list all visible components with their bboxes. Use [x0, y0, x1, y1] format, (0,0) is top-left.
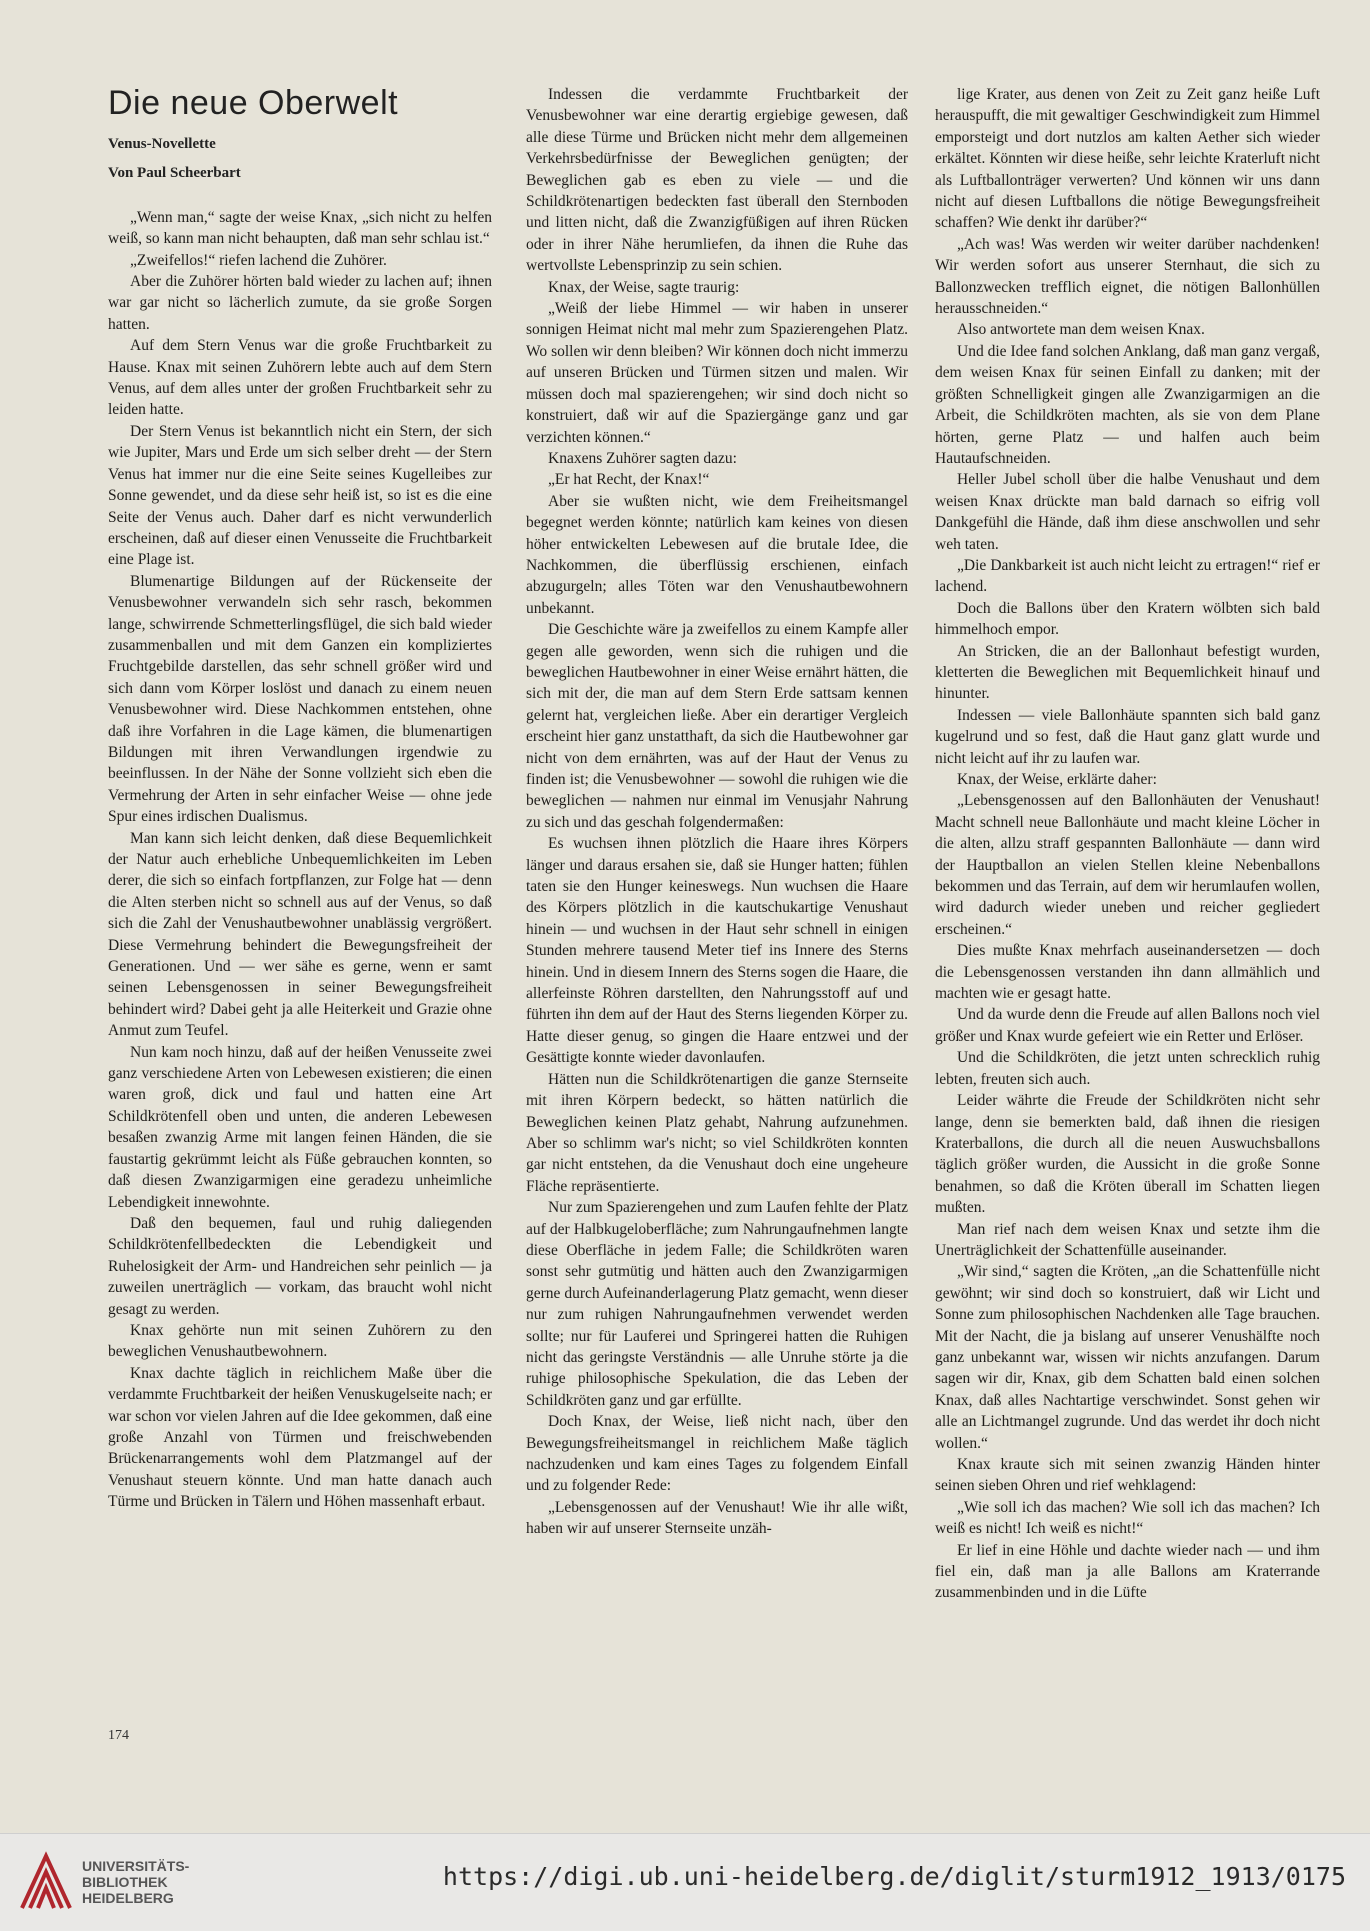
paragraph: Doch Knax, der Weise, ließ nicht nach, über den Bewegungsfreiheitsmangel in reichlichem Maße täglich nachzudenken und kam eines Tages zu folgendem Einfall und zu folgender Rede: [526, 1413, 908, 1495]
page-number: 174 [108, 1728, 129, 1743]
paragraph: Die Geschichte wäre ja zweifellos zu einem Kampfe aller gegen alle geworden, wenn sich die ruhigen und die beweglichen Hautbewohner in einer Weise ernährt hätten, die sich mit der, die man auf dem Stern Erde sattsam kennen gelernt hat, vergleichen ließe. Aber ein derartiger Vergleich erscheint hier ganz unstatthaft, da sich die Hautbewohner gar nicht von dem ernährten, was auf der Haut der Venus zu finden ist; die Venusbewohner — sowohl die ruhigen wie die beweglichen — nahmen nur einmal im Venusjahr Nahrung zu sich und das geschah folgendermaßen: [526, 621, 908, 831]
paragraph: „Zweifellos!“ riefen lachend die Zuhörer. [130, 251, 387, 269]
viewer-footer [0, 1833, 1370, 1931]
paragraph: Aber sie wußten nicht, wie dem Freiheitsmangel begegnet werden könnte; natürlich kam keines von diesen höher entwickelten Lebewesen auf die brutale Idee, die Nachkommen, die überflüssig erschienen, einfach abzugurgeln; alles Töten war den Venushautbewohnern unbekannt. [526, 492, 908, 617]
paragraph: Nur zum Spazierengehen und zum Laufen fehlte der Platz auf der Halbkugeloberfläche; zum Nahrungaufnehmen langte diese Oberfläche in jedem Falle; die Schildkröten waren sonst sehr gutmütig und hätten auch den Zwanzigarmigen gerne durch Aufeinanderlagerung Platz gemacht, wenn dieser nur zum ruhigen Nahrungaufnehmen verwendet werden sollte; nur für Lauferei und Springerei hatten die Ruhigen nicht das geringste Verständnis — alle Unruhe störte ja die ruhige philosophische Spekulation, die das Leben der Schildkröten ganz und gar erfüllte. [526, 1199, 908, 1409]
paragraph: „Wie soll ich das machen? Wie soll ich das machen? Ich weiß es nicht! Ich weiß es nicht!“ [935, 1498, 1320, 1538]
column-1 [108, 80, 492, 1513]
paragraph: Leider währte die Freude der Schildkröten nicht sehr lange, denn sie bemerkten bald, daß ihnen die riesigen Kraterballons, die durch all die neuen Auswuchsballons täglich größer wurden, die Aussicht in die große Sonne benahmen, so daß die Kröten überall im Schatten liegen mußten. [935, 1092, 1320, 1217]
article-title: Die neue Oberwelt [108, 84, 399, 122]
paragraph: Hätten nun die Schildkrötenartigen die ganze Sternseite mit ihren Körpern bedeckt, so hätten natürlich die Beweglichen keinen Platz gehabt, Nahrung aufzunehmen. Aber so schlimm war's nicht; so viel Schildkröten konnten gar nicht entstehen, da die Venushaut doch eine ungeheure Fläche repräsentierte. [526, 1070, 908, 1195]
paragraph: Knax, der Weise, sagte traurig: [548, 278, 740, 296]
library-name-line: BIBLIOTHEK [82, 1874, 168, 1890]
column-3-text [935, 84, 1320, 1604]
paragraph: Der Stern Venus ist bekanntlich nicht ein Stern, der sich wie Jupiter, Mars und Erde um sich selber dreht — der Stern Venus hat immer nur die eine Seite seines Kugelleibes zur Sonne gewendet, und da diese sehr heiß ist, so ist es die eine Seite der Venus auch. Daher darf es nicht verwunderlich erscheinen, daß auf dieser einen Venusseite die Fruchtbarkeit eine Plage ist. [108, 422, 492, 569]
paragraph: Man rief nach dem weisen Knax und setzte ihm die Unerträglichkeit der Schattenfülle auseinander. [935, 1220, 1320, 1259]
paragraph: Und da wurde denn die Freude auf allen Ballons noch viel größer und Knax wurde gefeiert wie ein Retter und Erlöser. [935, 1006, 1320, 1045]
paragraph: lige Krater, aus denen von Zeit zu Zeit ganz heiße Luft herauspufft, die mit gewaltiger Geschwindigkeit zum Himmel emporsteigt und dort nutzlos am kalten Aether sich wieder erkältet. Könnten wir diese heiße, sehr leichte Kraterluft nicht als Luftballonträger verwerten? Und können wir uns dann nicht auf diesen Luftballons die nötige Bewegungsfreiheit schaffen? Wie denkt ihr darüber?“ [935, 86, 1320, 232]
paragraph: Nun kam noch hinzu, daß auf der heißen Venusseite zwei ganz verschiedene Arten von Lebewesen existieren; die einen waren groß, dick und faul und hatten eine Art Schildkrötenfell oben und unten, die anderen Lebewesen besaßen zwanzig Arme mit langen feinen Händen, die sie faustartig gekrümmt leicht als Füße gebrauchen konnten, so daß diesen Zwanzigarmigen eine geradezu unheimliche Lebendigkeit innewohnte. [108, 1043, 492, 1211]
paragraph: Indessen — viele Ballonhäute spannten sich bald ganz kugelrund und so fest, daß die Haut ganz glatt wurde und nicht leicht auf ihr zu laufen war. [935, 706, 1320, 767]
paragraph: Aber die Zuhörer hörten bald wieder zu lachen auf; ihnen war gar nicht so lächerlich zumute, da sie große Sorgen hatten. [108, 273, 492, 333]
paragraph: „Wenn man,“ sagte der weise Knax, „sich nicht zu helfen weiß, so kann man nicht behaupten, daß man sehr schlau ist.“ [108, 208, 492, 248]
paragraph: Und die Idee fand solchen Anklang, daß man ganz vergaß, dem weisen Knax für seinen Einfall zu danken; mit der größten Schnelligkeit gingen alle Zwanzigarmigen an die Arbeit, die Schildkröten machten, als sie von dem Plane hörten, gerne Platz — und halfen auch beim Hautaufschneiden. [935, 342, 1320, 467]
paragraph: Knax dachte täglich in reichlichem Maße über die verdammte Fruchtbarkeit der heißen Venuskugelseite nach; er war schon vor vielen Jahren auf die Idee gekommen, daß eine große Anzahl von Türmen und freischwebenden Brückenarrangements wohl dem Platzmangel auf der Venushaut steuern könnte. Und man hatte danach auch Türme und Brücken in Tälern und Höhen massenhaft erbaut. [108, 1364, 492, 1511]
library-name-line: HEIDELBERG [82, 1890, 174, 1906]
library-logo-icon [16, 1848, 78, 1916]
paragraph: Es wuchsen ihnen plötzlich die Haare ihres Körpers länger und daraus ersahen sie, daß sie Hunger hatten; fühlen taten sie den Hunger keineswegs. Nun wuchsen die Haare des Körpers plötzlich in die kautschukartige Venushaut hinein — und wuchsen in der Haut sehr schnell in einigen Stunden mehrere tausend Meter tief ins Innere des Sterns hinein. Und in diesem Innern des Sterns sogen die Haare, die allerfeinste Röhren darstellten, den Nahrungsstoff auf und führten ihn dem auf der Haut des Sterns liegenden Körper zu. Hatte dieser genug, so gingen die Haare entzwei und der Gesättigte konnte wieder davonlaufen. [526, 835, 908, 1067]
permalink-url[interactable]: https://digi.ub.uni-heidelberg.de/diglit/sturm1912_1913/0175 [442, 1862, 1346, 1891]
column-3 [935, 84, 1320, 1604]
paragraph: Knax gehörte nun mit seinen Zuhörern zu den beweglichen Venushautbewohnern. [108, 1321, 492, 1361]
paragraph: An Stricken, die an der Ballonhaut befestigt wurden, kletterten die Beweglichen mit Bequemlichkeit hinauf und hinunter. [935, 642, 1320, 703]
library-name [82, 1858, 189, 1906]
article-byline: Von Paul Scheerbart [108, 165, 241, 182]
paragraph: „Ach was! Was werden wir weiter darüber nachdenken! Wir werden sofort aus unserer Sternhaut, die sich zu Ballonzwecken trefflich eignet, die nötigen Ballonhüllen herausschneiden.“ [935, 235, 1320, 318]
paragraph: „Er hat Recht, der Knax!“ [548, 471, 710, 489]
paragraph: Doch die Ballons über den Kratern wölbten sich bald himmelhoch empor. [935, 599, 1320, 639]
paragraph: „Weiß der liebe Himmel — wir haben in unserer sonnigen Heimat nicht mal mehr zum Spazierengehen Platz. Wo sollen wir denn bleiben? Wir können doch nicht immerzu auf unseren Brücken und Türmen sitzen und malen. Wir müssen doch mal spazierengehen; wir sind doch nicht so konstruiert, daß wir auf die Spaziergänge ganz und gar verzichten können.“ [526, 300, 908, 446]
paragraph: „Lebensgenossen auf der Venushaut! Wie ihr alle wißt, haben wir auf unserer Sternseite unzäh- [526, 1498, 908, 1538]
paragraph: Knax kraute sich mit seinen zwanzig Händen hinter seinen sieben Ohren und rief wehklagend: [935, 1456, 1320, 1495]
paragraph: Dies mußte Knax mehrfach auseinandersetzen — doch die Lebensgenossen verstanden ihn dann allmählich und machten wie er gesagt hatte. [935, 942, 1320, 1003]
paragraph: „Wir sind,“ sagten die Kröten, „an die Schattenfülle nicht gewöhnt; wir sind doch so konstruiert, daß wir Licht und Sonne zum philosophischen Nachdenken alle Tage brauchen. Mit der Nacht, die ja bislang auf unserer Venushälfte noch ganz unbekannt war, wissen wir nichts anzufangen. Darum sagen wir dir, Knax, gib dem Schatten bald einen solchen Knax, daß alles Nachtartige verschwindet. Sonst gehen wir alle an Lichtmangel zugrunde. Und das werdet ihr doch nicht wollen.“ [935, 1263, 1320, 1452]
article-subtitle: Venus-Novellette [108, 136, 216, 152]
paragraph: Daß den bequemen, faul und ruhig daliegenden Schildkrötenfellbedeckten die Lebendigkeit und Ruhelosigkeit der Arm- und Handreichen sehr peinlich — ja zuweilen unerträglich — vorkam, das braucht wohl nicht gesagt zu werden. [108, 1214, 492, 1318]
paragraph: Auf dem Stern Venus war die große Fruchtbarkeit zu Hause. Knax mit seinen Zuhörern lebte auch auf dem Stern Venus, auf dem alles unter der großen Fruchtbarkeit sehr zu leiden hatte. [108, 337, 492, 419]
paragraph: Er lief in eine Höhle und dachte wieder nach — und ihm fiel ein, daß man ja alle Ballons am Kraterrande zusammenbinden und in die Lüfte [935, 1541, 1320, 1602]
paragraph: Man kann sich leicht denken, daß diese Bequemlichkeit der Natur auch erhebliche Unbequemlichkeiten im Leben derer, die sich so einfach fortpflanzen, zur Folge hat — denn die Alten sterben nicht so schnell aus auf der Venus, so daß sich die Zahl der Venushautbewohner unablässig vergrößert. Diese Vermehrung behindert die Bewegungsfreiheit der Generationen. Und — wer sähe es gerne, wenn er samt seinen Lebensgenossen in seiner Bewegungsfreiheit behindert wird? Dabei geht ja alle Heiterkeit und Grazie ohne Anmut zum Teufel. [108, 829, 492, 1040]
paragraph: Knax, der Weise, erklärte daher: [957, 771, 1157, 788]
paragraph: Knaxens Zuhörer sagten dazu: [548, 449, 737, 467]
paragraph: Indessen die verdammte Fruchtbarkeit der Venusbewohner war eine derartig ergiebige gewesen, daß alle diese Türme und Brücken nicht mehr dem allgemeinen Verkehrsbedürfnisse der Beweglichen genügten; der Beweglichen gab es eben zu viele — und die Schildkrötenartigen bedeckten fast überall den Sternboden und litten nicht, daß die Zwanzigfüßigen auf ihren Rücken oder in ihrer Nähe herumliefen, da ihnen die Ruhe das wertvollste Lebensprinzip zu sein schien. [526, 86, 908, 275]
column-1-text [108, 207, 492, 1513]
paragraph: Heller Jubel scholl über die halbe Venushaut und dem weisen Knax drückte man bald darnach so eifrig voll Dankgefühl die Hände, daß ihm diese anschwollen und sehr weh taten. [935, 471, 1320, 553]
column-2 [526, 84, 908, 1540]
paragraph: Und die Schildkröten, die jetzt unten schrecklich ruhig lebten, freuten sich auch. [935, 1049, 1320, 1088]
paragraph: „Die Dankbarkeit ist auch nicht leicht zu ertragen!“ rief er lachend. [935, 556, 1320, 596]
column-2-text [526, 84, 908, 1540]
library-name-line: UNIVERSITÄTS- [82, 1858, 190, 1874]
paragraph: „Lebensgenossen auf den Ballonhäuten der Venushaut! Macht schnell neue Ballonhäute und macht kleine Löcher in die alten, allzu straff gespannten Ballonhäute — dann wird der Hauptballon an vielen Stellen kleine Nebenballons bekommen und das Terrain, auf dem wir herumlaufen wollen, wird dadurch wieder uneben und reicher gegliedert erscheinen.“ [935, 792, 1320, 938]
paragraph: Also antwortete man dem weisen Knax. [957, 321, 1205, 339]
paragraph: Blumenartige Bildungen auf der Rückenseite der Venusbewohner verwandeln sich sehr rasch, bekommen lange, schwirrende Schmetterlingsflügel, die sich bald wieder zusammenballen und mit dem Ganzen ein kompliziertes Fruchtgebilde darstellen, das sehr schnell größer wird und sich dann vom Körper loslöst und danach zu einem neuen Venusbewohner wird. Diese Nachkommen entstehen, ohne daß ihre Vorfahren in die Lage kämen, die blumenartigen Bildungen mit ihren Verwandlungen irgendwie zu beeinflussen. In der Nähe der Sonne vollzieht sich eben die Vermehrung der Arten in sehr einfacher Weise — ohne jede Spur eines irdischen Dualismus. [108, 572, 492, 826]
